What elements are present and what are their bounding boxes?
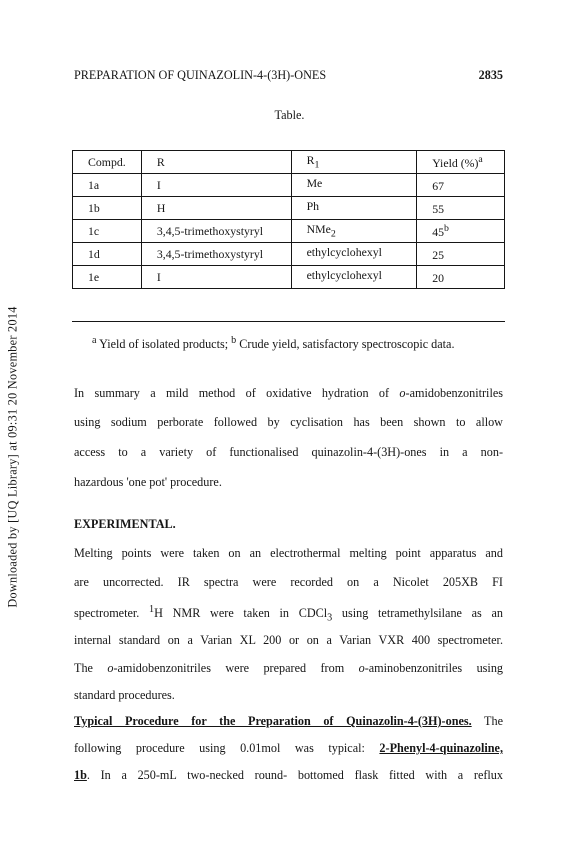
- footnote-mark-b: b: [231, 335, 237, 346]
- cell-r1: ethylcyclohexyl: [291, 243, 417, 266]
- cell-r: H: [141, 197, 291, 220]
- cell-compd: 1d: [88, 246, 100, 261]
- summary-line-1: In summary a mild method of oxidative hydration of o-amidobenzonitriles: [74, 386, 503, 400]
- experimental-heading: EXPERIMENTAL.: [74, 517, 176, 531]
- experimental-line-9: 1b. In a 250-mL two-necked round- bottomed flask fitted with a reflux: [74, 768, 503, 782]
- footnote-b-text: Crude yield, satisfactory spectroscopic data.: [239, 337, 455, 352]
- table-caption: Table.: [274, 108, 305, 122]
- yield-table: [72, 150, 505, 289]
- cell-compd: 1a: [88, 177, 100, 192]
- running-head-title: PREPARATION OF QUINAZOLIN-4-(3H)-ONES: [74, 68, 327, 82]
- cell-r1: ethylcyclohexyl: [291, 266, 417, 289]
- cell-yield: 20: [417, 266, 505, 289]
- table-row: [73, 243, 505, 266]
- footnote-mark-a: a: [92, 335, 97, 346]
- cell-r1: NMe$_2$: [291, 220, 417, 243]
- cell-yield: 67: [417, 174, 505, 197]
- header-yield: Yield (%)$^a$: [417, 151, 505, 174]
- cell-r: 3,4,5-trimethoxystyryl: [141, 220, 291, 243]
- table-bottom-rule: [72, 321, 505, 322]
- header-r1: $R_1$: [291, 151, 417, 174]
- summary-line-4: hazardous 'one pot' procedure.: [74, 475, 222, 489]
- header-r: R: [141, 151, 291, 174]
- compound-id: 1b: [74, 768, 87, 782]
- cell-yield: 45$^b$: [417, 220, 505, 243]
- footnote-a-text: Yield of isolated products;: [99, 337, 229, 352]
- cell-r: I: [141, 174, 291, 197]
- header-yield-footnote-mark: a: [478, 153, 483, 165]
- table-footnote: [92, 335, 455, 352]
- experimental-line-2: are uncorrected. IR spectra were recorded on a Nicolet 205XB FI: [74, 575, 503, 589]
- table-row: [73, 197, 505, 220]
- cell-compd: 1b: [88, 200, 100, 215]
- download-watermark: [4, 267, 22, 647]
- cell-compd: 1e: [73, 266, 142, 289]
- page-number: 2835: [478, 68, 503, 82]
- cell-r1: Ph: [291, 197, 417, 220]
- header-compd: Compd.: [88, 154, 126, 169]
- experimental-line-1: Melting points were taken on an electrothermal melting point apparatus and: [74, 546, 503, 560]
- experimental-line-8: following procedure using 0.01mol was typical: 2-Phenyl-4-quinazoline,: [74, 741, 503, 755]
- summary-line-3: access to a variety of functionalised quinazolin-4-(3H)-ones in a non-: [74, 445, 503, 459]
- cell-yield: 55: [417, 197, 505, 220]
- cell-compd: 1c: [88, 223, 100, 238]
- table-row: [73, 174, 505, 197]
- download-watermark-text: Downloaded by [UQ Library] at 09:31 20 November 2014: [5, 306, 20, 608]
- table-row: [73, 220, 505, 243]
- table-row: [73, 266, 505, 289]
- experimental-line-4: internal standard on a Varian XL 200 or on a Varian VXR 400 spectrometer.: [74, 633, 503, 647]
- cell-r: 3,4,5-trimethoxystyryl: [141, 243, 291, 266]
- experimental-line-7: Typical Procedure for the Preparation of Quinazolin-4-(3H)-ones. The: [74, 714, 503, 728]
- cell-r: I: [141, 266, 291, 289]
- experimental-line-3: spectrometer. $^1$H NMR were taken in CDCl$_3$ using tetramethylsilane as an: [74, 604, 503, 624]
- table-header-row: [73, 151, 505, 174]
- compound-name: 2-Phenyl-4-quinazoline,: [379, 741, 503, 755]
- procedure-subheading: Typical Procedure for the Preparation of Quinazolin-4-(3H)-ones.: [74, 714, 472, 728]
- experimental-line-6: standard procedures.: [74, 688, 175, 702]
- header-r1-subscript: 1: [314, 159, 320, 171]
- cell-yield: 25: [417, 243, 505, 266]
- cell-r1: Me: [291, 174, 417, 197]
- experimental-line-5: The o-amidobenzonitriles were prepared from o-aminobenzonitriles using: [74, 661, 504, 675]
- summary-line-2: using sodium perborate followed by cyclisation has been shown to allow: [74, 415, 503, 429]
